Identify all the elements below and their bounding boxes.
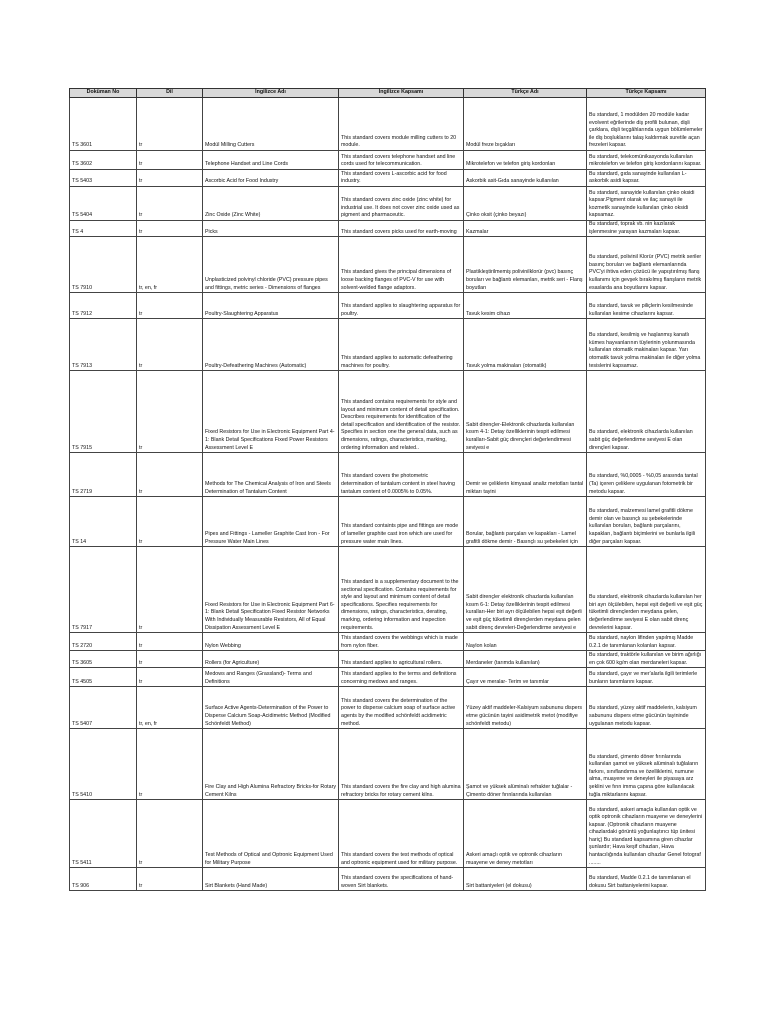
cell-english-scope: This standard covers the webbings which is made from nylon fiber. xyxy=(339,633,464,651)
table-row xyxy=(70,371,706,453)
header-language: Dil xyxy=(137,89,203,98)
cell-doc-no: TS 5404 xyxy=(70,187,137,221)
cell-language: tr xyxy=(137,800,203,868)
cell-english-name: Pipes and Fittings - Lameller Graphite Cast Iron - For Pressure Water Main Lines xyxy=(203,497,339,547)
cell-language: tr xyxy=(137,547,203,633)
cell-turkish-name: Tavuk yolma makinaları (otomatik) xyxy=(464,319,587,371)
table-row xyxy=(70,453,706,497)
header-doc-no: Doküman No xyxy=(70,89,137,98)
cell-turkish-scope: Bu standard, elektronik cihazlarda kullanılan her biri ayrı ölçülebilen, hepsi eşit değerli ve eşit güç tüketimli dirençlerden meydana gelen, değerlendirme seviyesi E olan sabit direnç devrelerini kapsar. xyxy=(587,547,706,633)
cell-doc-no: TS 7912 xyxy=(70,293,137,319)
cell-english-scope: This standard applies to slaughtering apparatus for poultry. xyxy=(339,293,464,319)
cell-doc-no: TS 3601 xyxy=(70,98,137,151)
cell-english-name: Unplasticized polvinyl chloride (PVC) pressure pipes and fittings, metric series - Dimensions of flanges xyxy=(203,237,339,293)
cell-turkish-name: Çayır ve meralar- Terim ve tanımlar xyxy=(464,668,587,687)
cell-turkish-scope: Bu standard, kesilmiş ve haşlanmış kanatlı kümes hayvanlarının tüylerinin yolunmasında kullanılan otomatik makinaları kapsar. Yarı otomatik tavuk yolma makinaları ile diğer yolma tesislerini kapsamaz. xyxy=(587,319,706,371)
cell-doc-no: TS 906 xyxy=(70,868,137,891)
cell-english-scope: This standard covers zinc oxide (zinc white) for industrial use. It does not cover zinc oxide used as pigment and pharmaceutic. xyxy=(339,187,464,221)
cell-english-name: Sirt Blankets (Hand Made) xyxy=(203,868,339,891)
cell-language: tr xyxy=(137,868,203,891)
cell-english-name: Medows and Ranges (Grassland)- Terms and Definitions xyxy=(203,668,339,687)
cell-language: tr xyxy=(137,651,203,668)
cell-turkish-scope: Bu standard, toprak vb. nin kazılarak işlenmesine yarayan kazmaları kapsar. xyxy=(587,221,706,237)
cell-turkish-name: Plastikleştirilmemiş polivinilklorür (pvc) basınç boruları ve bağlantı elemanları, metrik seri - Flanş boyutları xyxy=(464,237,587,293)
cell-turkish-scope: Bu standard, çimento döner fırınlarında kullanılan şamot ve yüksek alüminalı tuğlaların farkını, sınıflandırma ve özelliklerini, numune alma, muayene ve deneyleri ile piyasaya arz şeklini ve fırın imma çapına göre kullanılacak tuğla miktarlarını kapsar. xyxy=(587,729,706,800)
table-row xyxy=(70,668,706,687)
cell-language: tr xyxy=(137,151,203,170)
cell-doc-no: TS 7917 xyxy=(70,547,137,633)
cell-turkish-name: Modül freze bıçakları xyxy=(464,98,587,151)
cell-english-scope: This standard covers L-ascorbic acid for food industry. xyxy=(339,170,464,187)
cell-language: tr xyxy=(137,221,203,237)
table-row xyxy=(70,319,706,371)
cell-turkish-scope: Bu standard, elektronik cihazlarda kullanılan sabit güç değerlendirme seviyesi E olan dirençleri kapsar. xyxy=(587,371,706,453)
cell-language: tr xyxy=(137,453,203,497)
table-row xyxy=(70,868,706,891)
cell-doc-no: TS 3605 xyxy=(70,651,137,668)
header-english-scope: İngilizce Kapsamı xyxy=(339,89,464,98)
table-row xyxy=(70,221,706,237)
cell-turkish-scope: Bu standard, telekomünikasyonda kullanılan mikrotelefon ve telefon giriş kordonlarını kapsar. xyxy=(587,151,706,170)
cell-english-scope: This standard covers picks used for earth-moving xyxy=(339,221,464,237)
cell-english-scope: This standard is a supplementary document to the sectional specification. Contains requirements for style and layout and minimum content of detail specifications. Specifies requirements for dimensions, ratings, characteristics, derating, marking, ordering information and inspection requirements. xyxy=(339,547,464,633)
table-row xyxy=(70,651,706,668)
cell-doc-no: TS 5407 xyxy=(70,687,137,729)
cell-language: tr xyxy=(137,170,203,187)
cell-english-scope: This standard applies to agricultural rollers. xyxy=(339,651,464,668)
table-row xyxy=(70,98,706,151)
cell-language: tr xyxy=(137,497,203,547)
cell-turkish-name: Sabit dirençler elektronik cihazlarda kullanılan kısım 6-1: Detay özelliklerinin tespit edilmesi kuralları-Her biri ayrı ölçülebilen hepsi eşit değerli ve eşit güç tüketimli dirençlerden meydana gelen sabit direnç devreleri-Değerlendirme seviyesi e xyxy=(464,547,587,633)
cell-turkish-scope: Bu standard, yüzey aktif maddelerin, kalsiyum sabununu dispers etme gücünün tayininde uygulanan metodu kapsar. xyxy=(587,687,706,729)
cell-turkish-name: Çinko oksit (çinko beyazı) xyxy=(464,187,587,221)
cell-turkish-scope: Bu standard, gıda sanayinde kullanılan L-askorbik asidi kapsar. xyxy=(587,170,706,187)
table-row xyxy=(70,800,706,868)
table-row xyxy=(70,151,706,170)
cell-turkish-name: Kazmalar xyxy=(464,221,587,237)
cell-turkish-name: Mikrotelefon ve telefon giriş kordonları xyxy=(464,151,587,170)
cell-english-name: Rollers (for Agriculture) xyxy=(203,651,339,668)
cell-doc-no: TS 7910 xyxy=(70,237,137,293)
cell-english-name: Fixed Resistors for Use in Electronic Equipment Part 6-1: Blank Detail Specification Fixed Resistor Networks With Individually Measurable Resistors, All of Equal Dissipation Assessment Level E xyxy=(203,547,339,633)
cell-turkish-name: Merdaneler (tarımda kullanılan) xyxy=(464,651,587,668)
table-row xyxy=(70,237,706,293)
cell-turkish-scope: Bu standard, %0,0005 - %0,05 arasında tantal (Ta) içeren çeliklere uygulanan fotometrik bir metodu kapsar. xyxy=(587,453,706,497)
cell-turkish-name: Borular, bağlantı parçaları ve kapakları - Lamel grafitli dökme demir - Basınçlı su şebekeleri için xyxy=(464,497,587,547)
cell-english-name: Fixed Resistors for Use in Electronic Equipment Part 4-1: Blank Detail Specifications Fixed Power Resistors Assessment Level E xyxy=(203,371,339,453)
standards-table xyxy=(69,88,706,891)
cell-language: tr xyxy=(137,293,203,319)
cell-doc-no: TS 7915 xyxy=(70,371,137,453)
cell-turkish-scope: Bu standard, malzemesi lamel grafitli dökme demir olan ve basınçlı su şebekelerinde kullanılan boruları, bağlantı parçalarını, kapakları, bağlantı biçimlerini ve bunlarla ilgili diğer parçaları kapsar. xyxy=(587,497,706,547)
header-english-name: İngilizce Adı xyxy=(203,89,339,98)
cell-turkish-name: Sirt battaniyeleri (el dokusu) xyxy=(464,868,587,891)
cell-turkish-scope: Bu standard, tavuk ve piliçlerin kesilmesinde kullanılan kesime cihazlarını kapsar. xyxy=(587,293,706,319)
cell-english-name: Picks xyxy=(203,221,339,237)
cell-turkish-name: Askeri amaçlı optik ve optronik cihazların muayene ve deney metotları xyxy=(464,800,587,868)
cell-english-name: Test Methods of Optical and Optronic Equipment Used for Military Purpose xyxy=(203,800,339,868)
cell-english-scope: This standard applies to the terms and definitions concerning medows and ranges. xyxy=(339,668,464,687)
cell-english-name: Surface Active Agents-Determination of the Power to Disperse Calcium Soap-Acidimetric Method (Modified Schönfeldt Method) xyxy=(203,687,339,729)
cell-doc-no: TS 3602 xyxy=(70,151,137,170)
cell-turkish-scope: Bu standard, 1 modülden 20 modüle kadar evolvent eğrilerinde diş profili bulunan, dişli çarklara, dişli teçgâhlarında uygun bölümlemeler ile diş boşluklarını talaş kaldırmak suretile açan frezeleri kapsar. xyxy=(587,98,706,151)
cell-english-name: Zinc Oxide (Zinc White) xyxy=(203,187,339,221)
cell-turkish-scope: Bu standard, traktörle kullanılan ve birim ağırlığı en çok 600 kg/m olan merdaneleri kapsar. xyxy=(587,651,706,668)
cell-doc-no: TS 14 xyxy=(70,497,137,547)
cell-turkish-scope: Bu standard, polivinil Klorür (PVC) metrik seriler basınç boruları ve bağlantı elemanlarında PVC'yi ihtiva eden çözücü ile yapıştırılmış flanş kullanımı için gevşek bırakılmış flanşların metrik esaslarda ana boyutlarını kapsar. xyxy=(587,237,706,293)
cell-language: tr xyxy=(137,319,203,371)
cell-language: tr xyxy=(137,668,203,687)
cell-language: tr xyxy=(137,187,203,221)
cell-english-name: Methods for The Chemical Analysis of Iron and Steels Determination of Tantalum Content xyxy=(203,453,339,497)
cell-english-name: Ascorbic Acid for Food Industry xyxy=(203,170,339,187)
cell-turkish-name: Sabit dirençler-Elektronik cihazlarda kullanılan kısım 4-1: Detay özelliklerinin tespit edilmesi kuralları-Sabit güç dirençleri değerlendirmesi seviyesi e xyxy=(464,371,587,453)
cell-turkish-name: Naylon kolan xyxy=(464,633,587,651)
cell-english-name: Fire Clay and High Alumina Refractory Bricks-for Rotary Cement Kilns xyxy=(203,729,339,800)
cell-language: tr, en, fr xyxy=(137,237,203,293)
cell-english-name: Nylon Webbing xyxy=(203,633,339,651)
cell-language: tr xyxy=(137,98,203,151)
cell-english-scope: This standard applies to automatic defeathering machines for poultry. xyxy=(339,319,464,371)
cell-doc-no: TS 2720 xyxy=(70,633,137,651)
cell-english-scope: This standard covers the specifications of hand-woven Sirt blankets. xyxy=(339,868,464,891)
table-row xyxy=(70,633,706,651)
cell-doc-no: TS 5411 xyxy=(70,800,137,868)
table-row xyxy=(70,187,706,221)
cell-language: tr, en, fr xyxy=(137,687,203,729)
cell-turkish-scope: Bu standard, sanayide kullanılan çinko oksidi kapsar.Pigment olarak ve ilaç sanayii ile kozmetik sanayinde kullanılan çinko oksidi kapsamaz. xyxy=(587,187,706,221)
cell-language: tr xyxy=(137,371,203,453)
cell-turkish-name: Askorbik asit-Gıda sanayinde kullanılan xyxy=(464,170,587,187)
header-row xyxy=(70,89,706,98)
cell-doc-no: TS 4505 xyxy=(70,668,137,687)
cell-english-name: Poultry-Defeathering Machines (Automatic) xyxy=(203,319,339,371)
cell-doc-no: TS 7913 xyxy=(70,319,137,371)
cell-english-scope: This standard contains requirements for style and layout and minimum content of detail specification. Describes requirements for identification of the detail specification and identification of the resistor. Specifies in section one the general data, such as dimensions, ratings, characteristics, marking, ordering information and related.. xyxy=(339,371,464,453)
cell-turkish-name: Yüzey aktif maddeler-Kalsiyum sabununu dispers etme gücünün tayini asidimetrik metot (modifiye schönfeldt metodu) xyxy=(464,687,587,729)
cell-doc-no: TS 5410 xyxy=(70,729,137,800)
cell-language: tr xyxy=(137,729,203,800)
cell-turkish-scope: Bu standard, çayır ve mer'alarla ilgili terimlerle bunların tanımlarını kapsar. xyxy=(587,668,706,687)
cell-turkish-name: Tavuk kesim cihazı xyxy=(464,293,587,319)
cell-turkish-name: Demir ve çeliklerin kimyasal analiz metotları tantal miktarı tayini xyxy=(464,453,587,497)
cell-turkish-scope: Bu standard, Madde 0.2.1 de tanımlanan el dokusu Sirt battaniyelerini kapsar. xyxy=(587,868,706,891)
cell-english-scope: This standard containts pipe and fittings are mode of lameller graphite cast iron which are used for pressure water main lines. xyxy=(339,497,464,547)
table-row xyxy=(70,729,706,800)
cell-english-name: Modül Milling Cutters xyxy=(203,98,339,151)
cell-english-scope: This standard covers telephone handset and line cords used for telecommunication. xyxy=(339,151,464,170)
cell-doc-no: TS 5403 xyxy=(70,170,137,187)
cell-english-scope: This standard covers the fire clay and high alumina refractory bricks for rotary cement kilns. xyxy=(339,729,464,800)
cell-language: tr xyxy=(137,633,203,651)
cell-turkish-name: Şamot ve yüksek alüminalı refrakter tuğlalar - Çimento döner fırınlarında kullanılan xyxy=(464,729,587,800)
table-row xyxy=(70,547,706,633)
cell-english-name: Telephone Handset and Line Cords xyxy=(203,151,339,170)
cell-turkish-scope: Bu standard, askeri amaçla kullanılan optik ve optik optronik cihazların muayene ve deneylerini kapsar. (Optronik cihazların muayene cihazlardaki görüntü yoğunlaştırıcı tüp ünitesi hariç) Bu standard kapsamına giren cihazlar şunlardır; Hava keşif cihazları, Hava hantacılığında kullanılan cihazlar Genel fotograf ........ xyxy=(587,800,706,868)
cell-english-scope: This standard covers the test methods of optical and optronic equipment used for military purpose. xyxy=(339,800,464,868)
table-row xyxy=(70,293,706,319)
cell-english-scope: This standard covers the determination of the power to disperse calcium soap of surface active agents by the modified schönfeldt acidimetric method. xyxy=(339,687,464,729)
cell-english-scope: This standard covers module milling cutters to 20 module. xyxy=(339,98,464,151)
cell-english-scope: This standard gives the principal dimensions of loose backing flanges of PVC-V for use with solvent-welded flange adaptors. xyxy=(339,237,464,293)
table-row xyxy=(70,170,706,187)
table-row xyxy=(70,497,706,547)
table-row xyxy=(70,687,706,729)
cell-english-scope: This standard covers the photometric determination of tantalum content in steel having tantalum content of 0.0005% to 0.05%. xyxy=(339,453,464,497)
header-turkish-name: Türkçe Adı xyxy=(464,89,587,98)
cell-doc-no: TS 2719 xyxy=(70,453,137,497)
cell-doc-no: TS 4 xyxy=(70,221,137,237)
cell-turkish-scope: Bu standard, naylon lifinden yapılmış Madde 0.2.1 de tanımlanan kolanları kapsar. xyxy=(587,633,706,651)
header-turkish-scope: Türkçe Kapsamı xyxy=(587,89,706,98)
cell-english-name: Poultry-Slaughtering Apparatus xyxy=(203,293,339,319)
